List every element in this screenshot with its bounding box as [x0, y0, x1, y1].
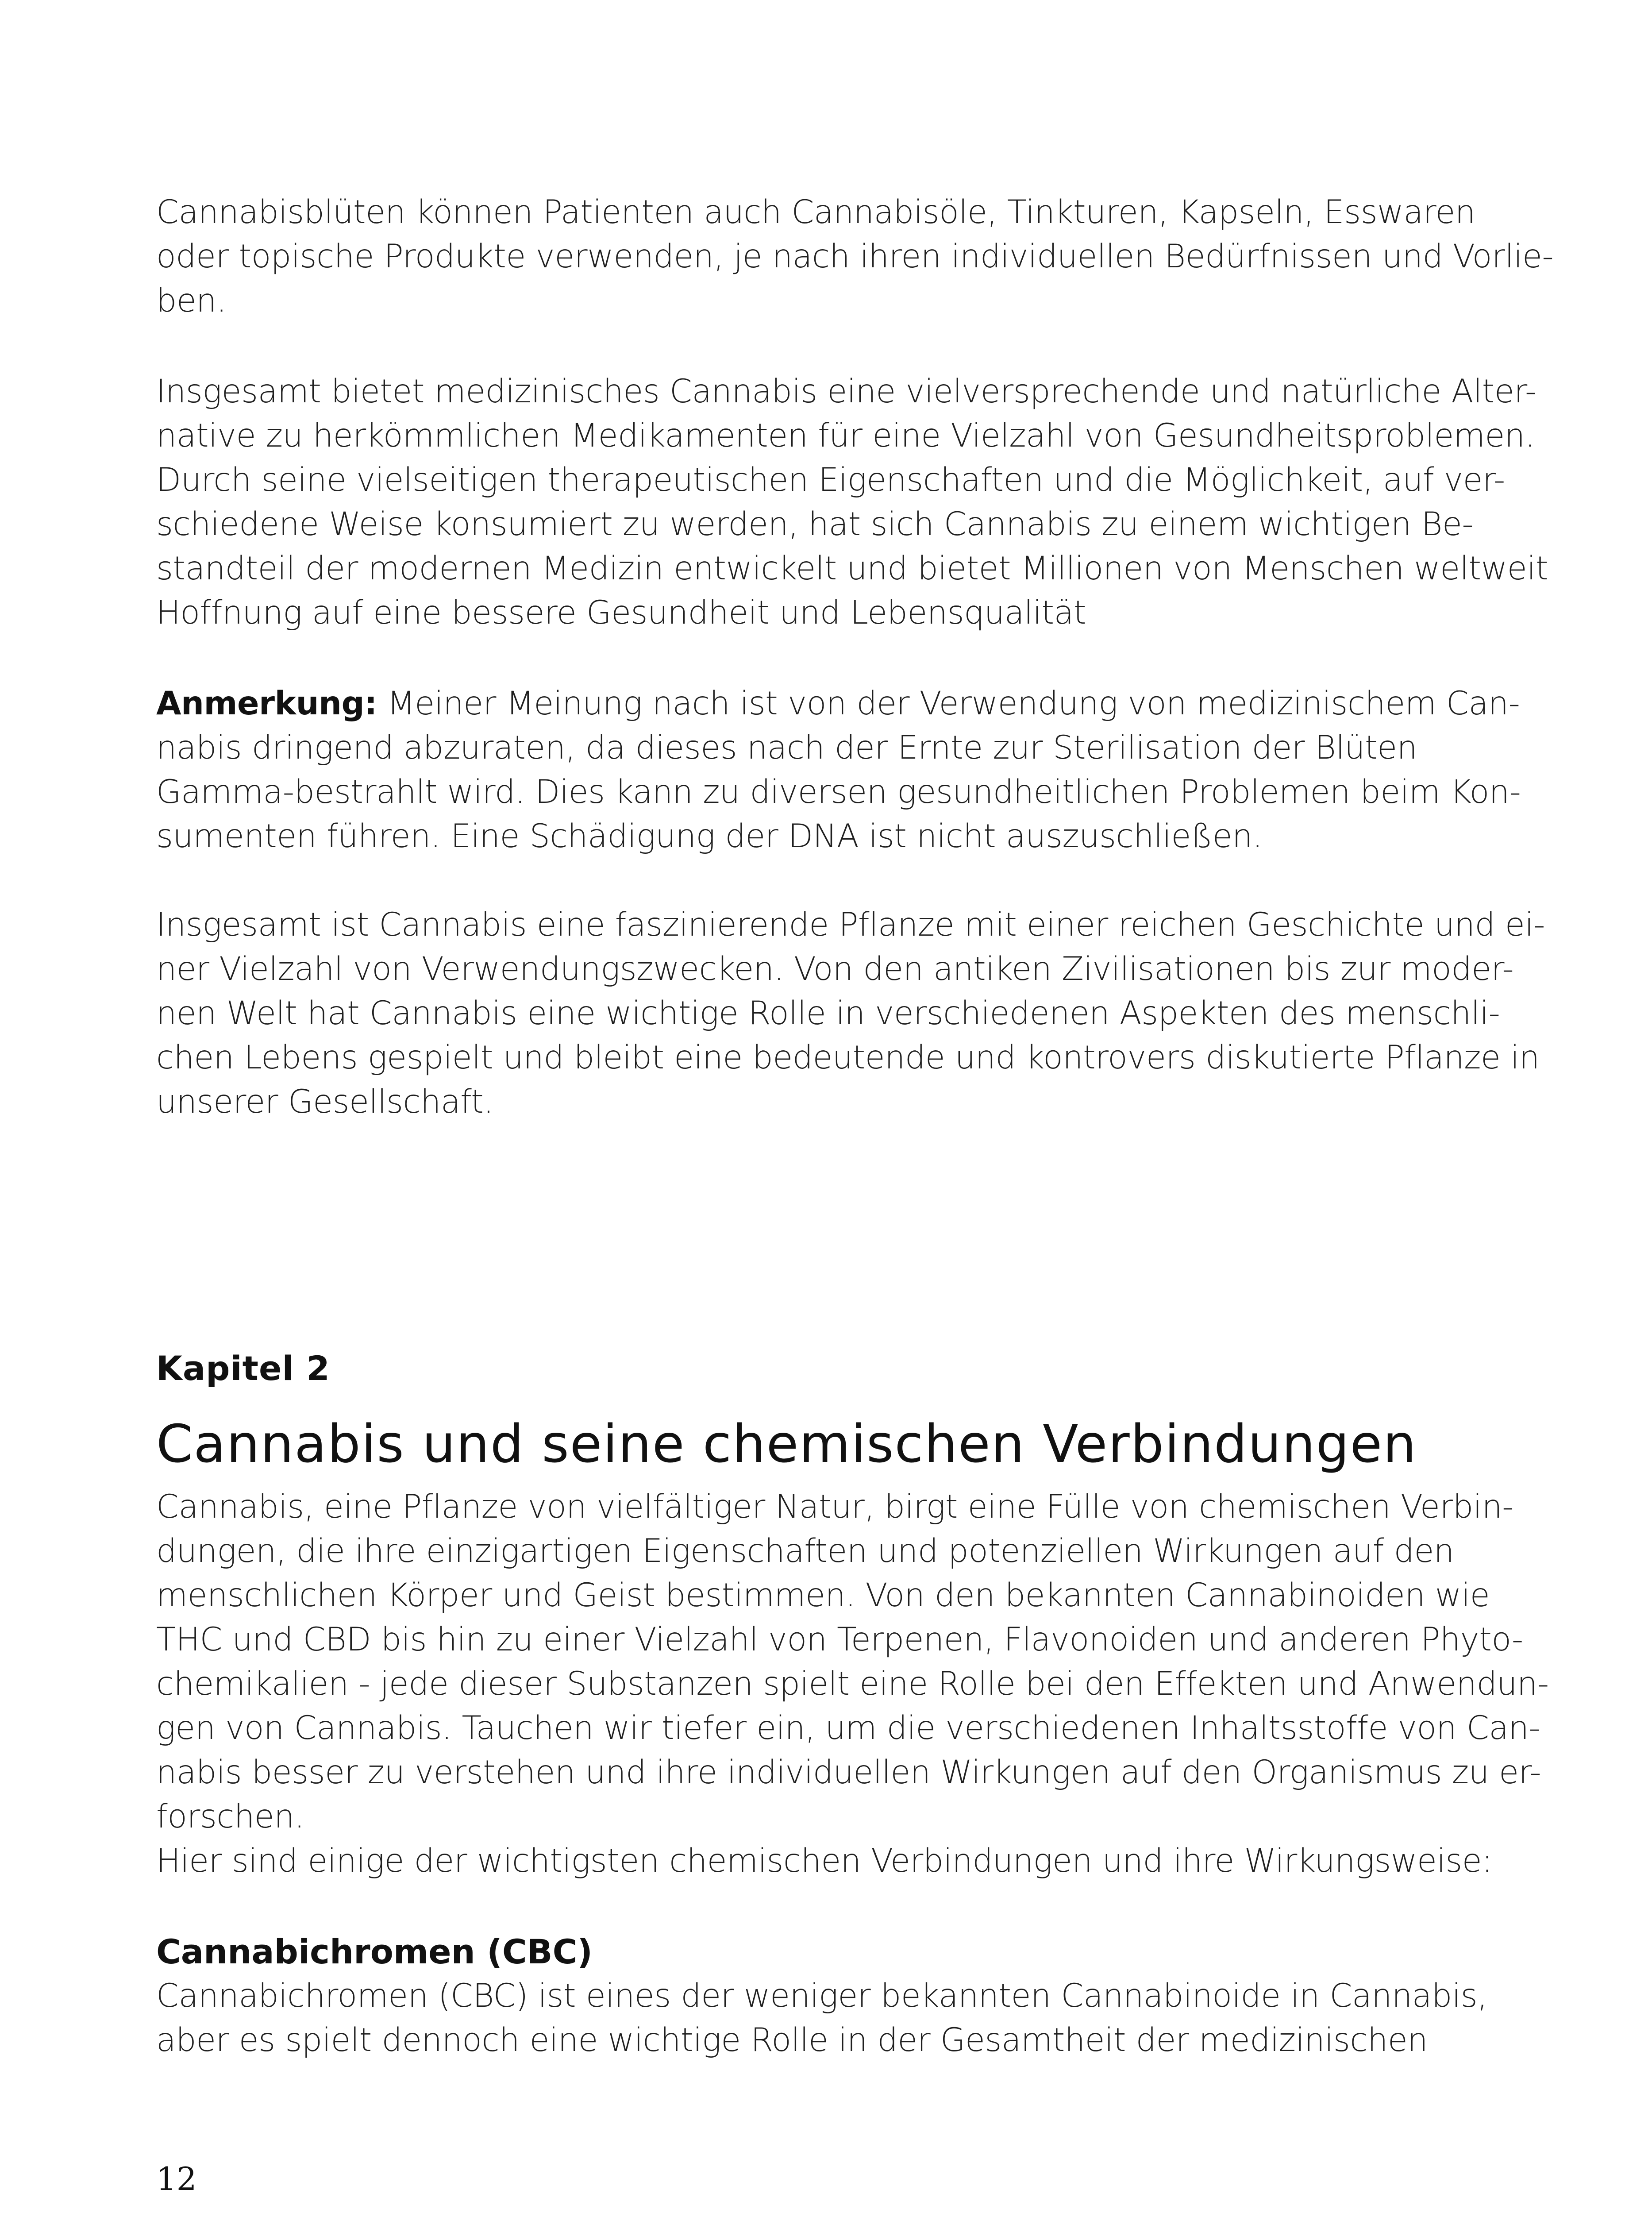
text-line: THC und CBD bis hin zu einer Vielzahl von Terpenen, Flavonoiden und anderen Phyto- — [156, 1621, 1523, 1658]
text-line: nabis besser zu verstehen und ihre individuellen Wirkungen auf den Organismus zu er- — [156, 1754, 1541, 1791]
text-line: aber es spielt dennoch eine wichtige Rolle in der Gesamtheit der medizinischen — [156, 2021, 1428, 2059]
chapter-label: Kapitel 2 — [156, 1349, 330, 1388]
paragraph-chemical-compounds-intro — [156, 1485, 1549, 1883]
page-number: 12 — [156, 2160, 197, 2198]
text-line: native zu herkömmlichen Medikamenten für eine Vielzahl von Gesundheitsproblemen. — [156, 417, 1535, 455]
chapter-title: Cannabis und seine chemischen Verbindungen — [156, 1413, 1417, 1474]
note-first-line — [156, 682, 1520, 726]
text-line: Insgesamt bietet medizinisches Cannabis eine vielversprechende und natürliche Alter- — [156, 373, 1536, 410]
text-line: oder topische Produkte verwenden, je nach ihren individuellen Bedürfnissen und Vorlie- — [156, 238, 1554, 275]
text-line: nabis dringend abzuraten, da dieses nach der Ernte zur Sterilisation der Blüten — [156, 729, 1417, 767]
text-line: ben. — [156, 282, 227, 320]
text-line: sumenten führen. Eine Schädigung der DNA ist nicht auszuschließen. — [156, 817, 1263, 855]
paragraph-medical-cannabis-summary — [156, 370, 1548, 635]
text-line: chemikalien - jede dieser Substanzen spielt eine Rolle bei den Effekten und Anwendun- — [156, 1665, 1549, 1703]
text-line: Durch seine vielseitigen therapeutischen Eigenschaften und die Möglichkeit, auf ver- — [156, 461, 1505, 499]
text-line: menschlichen Körper und Geist bestimmen. Von den bekannten Cannabinoiden wie — [156, 1577, 1490, 1614]
text-line: Hier sind einige der wichtigsten chemischen Verbindungen und ihre Wirkungsweise: — [156, 1842, 1493, 1880]
paragraph-cbc — [156, 1974, 1487, 2063]
text-line: dungen, die ihre einzigartigen Eigenschaften und potenziellen Wirkungen auf den — [156, 1532, 1454, 1570]
text-line: unserer Gesellschaft. — [156, 1083, 493, 1121]
section-subheading: Cannabichromen (CBC) — [156, 1932, 593, 1971]
text-line: chen Lebens gespielt und bleibt eine bedeutende und kontrovers diskutierte Pflanze in — [156, 1039, 1540, 1076]
text-line: standteil der modernen Medizin entwickelt und bietet Millionen von Menschen weltweit — [156, 550, 1548, 587]
text-line: gen von Cannabis. Tauchen wir tiefer ein, um die verschiedenen Inhaltsstoffe von Can- — [156, 1709, 1540, 1747]
text-line: Gamma-bestrahlt wird. Dies kann zu diversen gesundheitlichen Problemen beim Kon- — [156, 773, 1521, 811]
text-line: Cannabis, eine Pflanze von vielfältiger Natur, birgt eine Fülle von chemischen Verbin- — [156, 1488, 1514, 1526]
note-text-start: Meiner Meinung nach ist von der Verwendung von medizinischem Can- — [377, 685, 1520, 722]
text-line: schiedene Weise konsumiert zu werden, hat sich Cannabis zu einem wichtigen Be- — [156, 505, 1474, 543]
text-line: nen Welt hat Cannabis eine wichtige Rolle in verschiedenen Aspekten des menschli- — [156, 995, 1500, 1032]
note-paragraph — [156, 682, 1521, 859]
text-line: Insgesamt ist Cannabis eine faszinierende Pflanze mit einer reichen Geschichte und ei- — [156, 906, 1545, 944]
text-line: Cannabisblüten können Patienten auch Cannabisöle, Tinkturen, Kapseln, Esswaren — [156, 193, 1475, 231]
text-line: ner Vielzahl von Verwendungszwecken. Von den antiken Zivilisationen bis zur moder- — [156, 950, 1514, 988]
paragraph-cannabis-history-summary — [156, 903, 1545, 1124]
text-line: Hoffnung auf eine bessere Gesundheit und Lebensqualität — [156, 594, 1086, 632]
text-line: Cannabichromen (CBC) ist eines der weniger bekannten Cannabinoide in Cannabis, — [156, 1977, 1487, 2015]
text-line: forschen. — [156, 1798, 304, 1835]
note-label: Anmerkung: — [156, 685, 377, 722]
paragraph-intro-continuation — [156, 190, 1554, 323]
